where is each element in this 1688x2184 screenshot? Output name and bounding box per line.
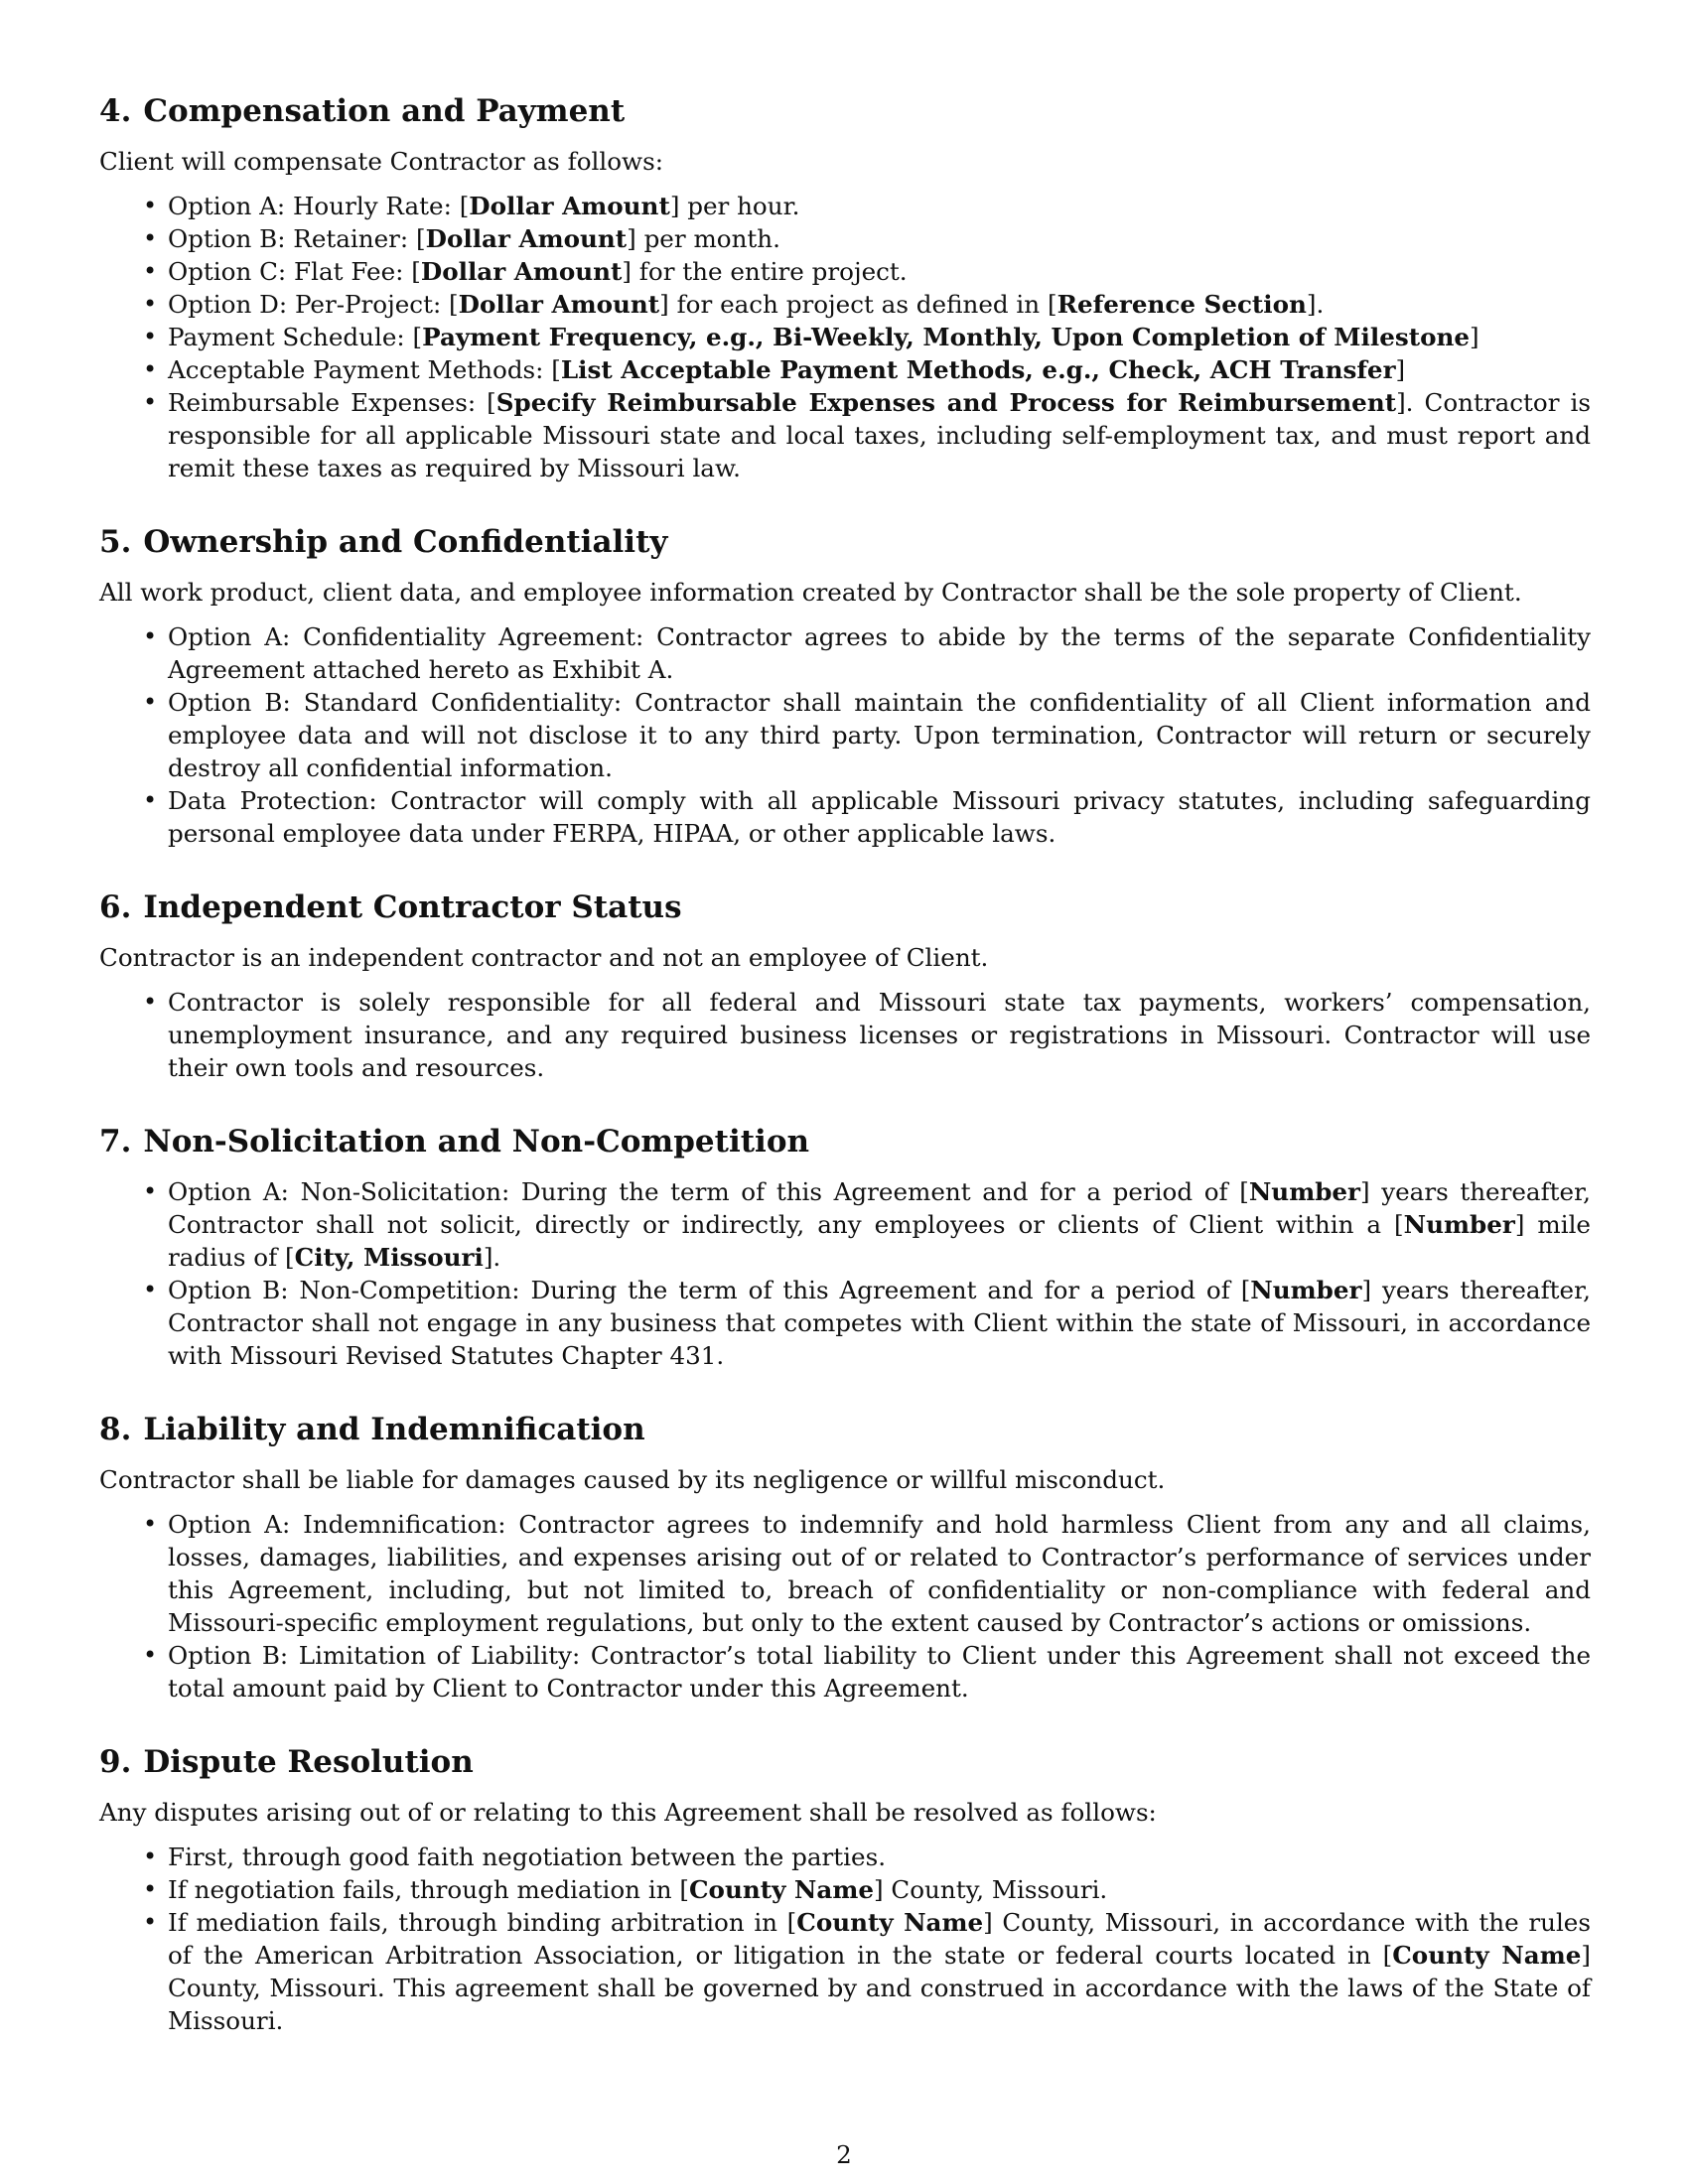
placeholder-field: Number: [1403, 1210, 1515, 1239]
item-text: Option A: Non-Solicitation: During the term of this Agreement and for a period of [: [168, 1177, 1249, 1206]
page-number: 2: [836, 2140, 852, 2169]
item-text: First, through good faith negotiation between the parties.: [168, 1843, 887, 1871]
section-heading: [99, 522, 1591, 562]
bullet-list: [99, 986, 1591, 1084]
item-text: ] years thereafter, Contractor shall not solicit, directly or indirectly, any employees or clients of Client within a [: [168, 1177, 1591, 1239]
item-text: ]. Contractor is responsible for all applicable Missouri state and local taxes, including self-employment tax, and must report and remit these taxes as required by Missouri law.: [168, 388, 1591, 482]
placeholder-field: Number: [1248, 1177, 1361, 1206]
list-item: [99, 288, 1591, 321]
item-text: ] County, Missouri, in accordance with the rules of the American Arbitration Association, or litigation in the state or federal courts located in [: [168, 1908, 1591, 1970]
list-item: [99, 1841, 1591, 1873]
bullet-list: [99, 620, 1591, 850]
section-number: 5.: [99, 524, 132, 560]
section-title: Dispute Resolution: [143, 1744, 474, 1780]
list-item: [99, 1873, 1591, 1906]
item-text: Option B: Retainer: [: [168, 224, 426, 253]
item-text: Option B: Limitation of Liability: Contractor’s total liability to Client under this Agreement shall not exceed the total amount paid by Client to Contractor under this Agreement.: [168, 1641, 1591, 1703]
item-text: Option D: Per-Project: [: [168, 290, 459, 319]
placeholder-field: Dollar Amount: [420, 257, 623, 286]
section-number: 7.: [99, 1124, 132, 1160]
item-text: ] years thereafter, Contractor shall not engage in any business that competes with Client within the state of Missouri, in accordance with Missouri Revised Statutes Chapter 431.: [168, 1276, 1591, 1370]
section-6: [99, 887, 1591, 1084]
item-text: Acceptable Payment Methods: [: [168, 355, 561, 384]
section-title: Non-Solicitation and Non-Competition: [143, 1124, 810, 1160]
item-text: Option A: Confidentiality Agreement: Contractor agrees to abide by the terms of the separate Confidentiality Agreement attached hereto as Exhibit A.: [168, 622, 1591, 684]
section-intro: Contractor is an independent contractor and not an employee of Client.: [99, 943, 989, 972]
section-9: [99, 1742, 1591, 2037]
bullet-list: [99, 1175, 1591, 1372]
document-page: [99, 91, 1591, 2075]
item-text: Payment Schedule: [: [168, 323, 423, 351]
section-intro: Client will compensate Contractor as follows:: [99, 147, 663, 176]
item-text: If negotiation fails, through mediation in [: [168, 1875, 689, 1904]
list-item: [99, 1508, 1591, 1639]
placeholder-field: Dollar Amount: [469, 192, 670, 220]
bullet-list: [99, 1841, 1591, 2037]
section-intro: Any disputes arising out of or relating to this Agreement shall be resolved as follows:: [99, 1798, 1157, 1827]
placeholder-field: County Name: [688, 1875, 875, 1904]
section-title: Independent Contractor Status: [143, 889, 682, 925]
section-heading: [99, 1122, 1591, 1161]
placeholder-field: List Acceptable Payment Methods, e.g., Check, ACH Transfer: [560, 355, 1396, 384]
list-item: [99, 1274, 1591, 1372]
list-item: [99, 1175, 1591, 1274]
item-text: ].: [483, 1243, 501, 1272]
item-text: ] mile radius of [: [168, 1210, 1591, 1272]
placeholder-field: Specify Reimbursable Expenses and Process for Reimbursement: [495, 388, 1397, 417]
section-heading: [99, 1410, 1591, 1449]
section-4: [99, 91, 1591, 484]
list-item: [99, 190, 1591, 222]
list-item: [99, 1906, 1591, 2037]
section-number: 8.: [99, 1412, 132, 1447]
item-text: Option B: Standard Confidentiality: Contractor shall maintain the confidentiality of all Client information and employee data and will not disclose it to any third party. Upon termination, Contractor will return or securely destroy all confidential information.: [168, 688, 1591, 782]
item-text: ] per hour.: [669, 192, 800, 220]
section-number: 9.: [99, 1744, 132, 1780]
section-title: Ownership and Confidentiality: [143, 524, 668, 560]
section-intro: Contractor shall be liable for damages caused by its negligence or willful misconduct.: [99, 1465, 1166, 1494]
item-text: Option B: Non-Competition: During the term of this Agreement and for a period of [: [168, 1276, 1251, 1304]
section-number: 4.: [99, 93, 132, 129]
item-text: ] for each project as defined in [: [659, 290, 1057, 319]
item-text: Option A: Indemnification: Contractor agrees to indemnify and hold harmless Client from any and all claims, losses, damages, liabilities, and expenses arising out of or related to Contractor’s performance of services under this Agreement, including, but not limited to, breach of confidentiality or non-compliance with federal and Missouri-specific employment regulations, but only to the extent caused by Contractor’s actions or omissions.: [168, 1510, 1591, 1637]
placeholder-field: Reference Section: [1056, 290, 1307, 319]
bullet-list: [99, 1508, 1591, 1705]
placeholder-field: Number: [1250, 1276, 1362, 1304]
item-text: ] County, Missouri. This agreement shall be governed by and construed in accordance with the laws of the State of Missouri.: [168, 1941, 1591, 2035]
section-heading: [99, 1742, 1591, 1782]
item-text: If mediation fails, through binding arbitration in [: [168, 1908, 797, 1937]
item-text: ] for the entire project.: [622, 257, 908, 286]
list-item: [99, 986, 1591, 1084]
item-text: Option C: Flat Fee: [: [168, 257, 421, 286]
list-item: [99, 222, 1591, 255]
placeholder-field: Dollar Amount: [425, 224, 628, 253]
list-item: [99, 321, 1591, 353]
item-text: Option A: Hourly Rate: [: [168, 192, 470, 220]
section-5: [99, 522, 1591, 850]
placeholder-field: County Name: [1392, 1941, 1582, 1970]
item-text: ]: [1470, 323, 1479, 351]
placeholder-field: County Name: [796, 1908, 984, 1937]
item-text: ] County, Missouri.: [874, 1875, 1108, 1904]
list-item: [99, 620, 1591, 686]
item-text: ].: [1306, 290, 1325, 319]
bullet-list: [99, 190, 1591, 484]
placeholder-field: Dollar Amount: [458, 290, 660, 319]
list-item: [99, 1639, 1591, 1705]
section-intro: All work product, client data, and employee information created by Contractor shall be the sole property of Client.: [99, 578, 1522, 607]
section-heading: [99, 887, 1591, 927]
item-text: Contractor is solely responsible for all federal and Missouri state tax payments, workers’ compensation, unemployment insurance, and any required business licenses or registrations in Missouri. Contractor will use their own tools and resources.: [168, 988, 1591, 1082]
list-item: [99, 353, 1591, 386]
placeholder-field: City, Missouri: [294, 1243, 484, 1272]
list-item: [99, 784, 1591, 850]
section-7: [99, 1122, 1591, 1372]
section-8: [99, 1410, 1591, 1705]
section-heading: [99, 91, 1591, 131]
section-number: 6.: [99, 889, 132, 925]
item-text: ] per month.: [627, 224, 780, 253]
item-text: ]: [1395, 355, 1406, 384]
section-title: Liability and Indemnification: [143, 1412, 645, 1447]
list-item: [99, 386, 1591, 484]
section-title: Compensation and Payment: [143, 93, 626, 129]
placeholder-field: Payment Frequency, e.g., Bi-Weekly, Monthly, Upon Completion of Milestone: [422, 323, 1471, 351]
list-item: [99, 255, 1591, 288]
item-text: Data Protection: Contractor will comply with all applicable Missouri privacy statutes, including safeguarding personal employee data under FERPA, HIPAA, or other applicable laws.: [168, 786, 1591, 848]
list-item: [99, 686, 1591, 784]
item-text: Reimbursable Expenses: [: [168, 388, 496, 417]
